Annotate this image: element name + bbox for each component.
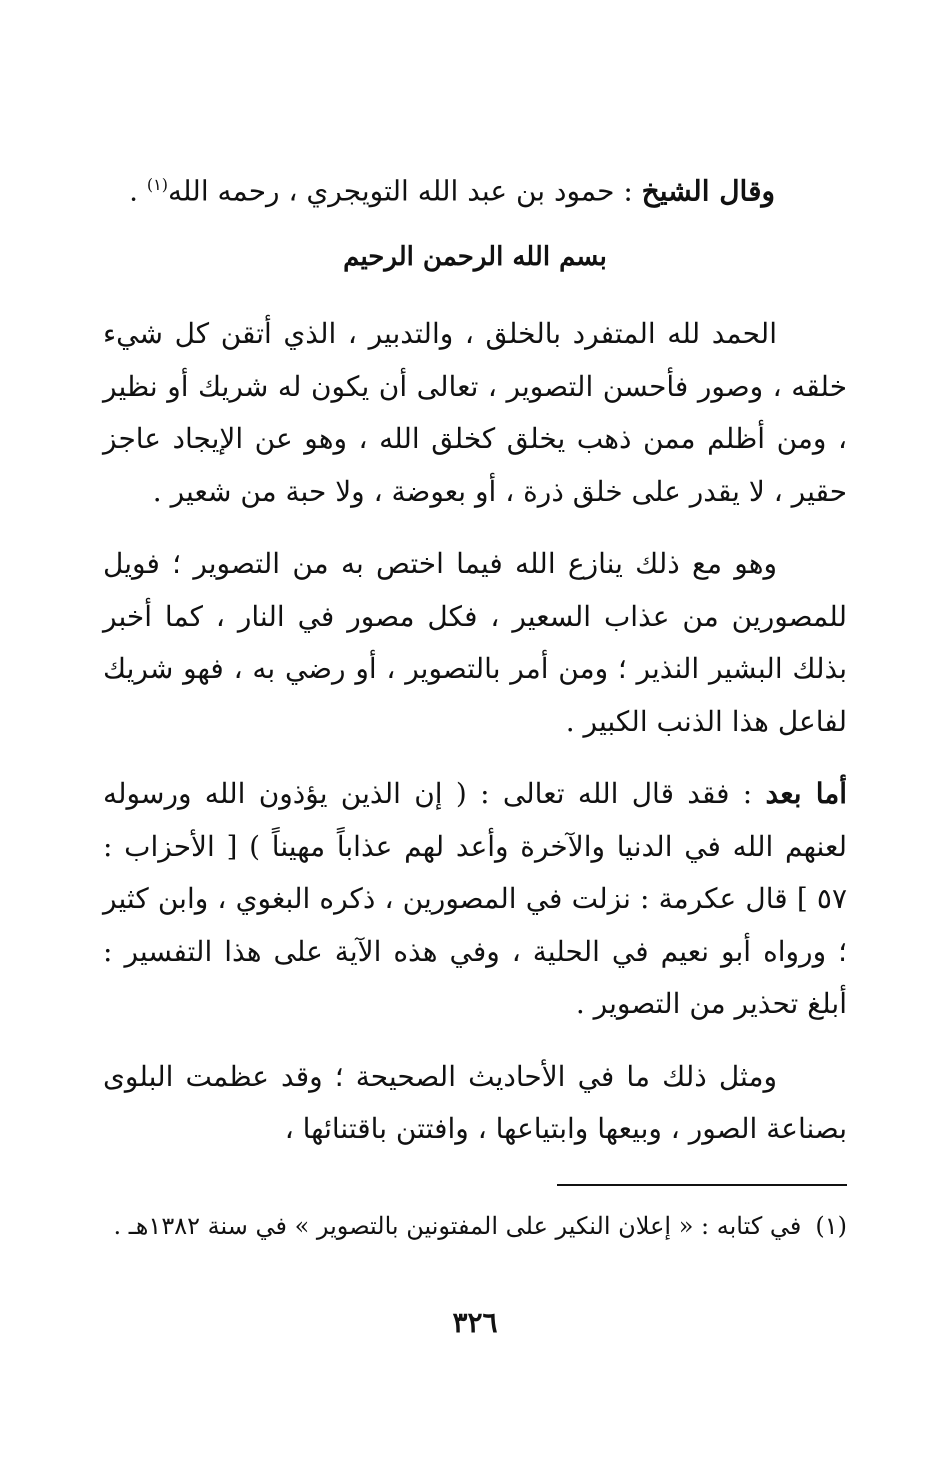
paragraph-3-label: أما بعد	[765, 777, 847, 810]
footnote-text: في كتابه : « إعلان النكير على المفتونين بالتصوير » في سنة ١٣٨٢هـ .	[113, 1212, 802, 1240]
intro-label: وقال الشيخ	[641, 174, 775, 208]
intro-text: : حمود بن عبد الله التويجري ، رحمه الله	[168, 174, 642, 208]
main-text	[103, 308, 847, 1176]
paragraph-1: الحمد لله المتفرد بالخلق ، والتدبير ، الذي أتقن كل شيء خلقه ، وصور فأحسن التصوير ، تعالى أن يكون له شريك أو نظير ، ومن أظلم ممن ذهب يخلق كخلق الله ، وهو عن الإيجاد عاجز حقير ، لا يقدر على خلق ذرة ، أو بعوضة ، ولا حبة من شعير .	[103, 317, 847, 508]
paragraph-3	[103, 768, 847, 1031]
footnote-divider	[557, 1184, 847, 1186]
paragraph-3-text: : فقد قال الله تعالى : ( إن الذين يؤذون الله ورسوله لعنهم الله في الدنيا والآخرة وأعد لهم عذاباً مهيناً ) [ الأحزاب : ٥٧ ] قال عكرمة : نزلت في المصورين ، ذكره البغوي ، وابن كثير ؛ ورواه أبو نعيم في الحلية ، وفي هذه الآية على هذا التفسير : أبلغ تحذير من التصوير .	[103, 777, 847, 1020]
intro-line	[100, 160, 775, 216]
basmala-heading: بسم الله الرحمن الرحيم	[343, 242, 607, 272]
footnote-reference: (١)	[146, 175, 169, 194]
footnote	[103, 1205, 847, 1247]
footnote-number: (١)	[815, 1212, 847, 1240]
page-number: ٣٢٦	[452, 1306, 498, 1339]
intro-end: .	[129, 174, 147, 208]
paragraph-4: ومثل ذلك ما في الأحاديث الصحيحة ؛ وقد عظمت البلوى بصناعة الصور ، وبيعها وابتياعها ، وافتتن باقتنائها ،	[103, 1059, 847, 1145]
paragraph-2: وهو مع ذلك ينازع الله فيما اختص به من التصوير ؛ فويل للمصورين من عذاب السعير ، فكل مصور في النار ، كما أخبر بذلك البشير النذير ؛ ومن أمر بالتصوير ، أو رضي به ، فهو شريك لفاعل هذا الذنب الكبير .	[103, 547, 848, 738]
